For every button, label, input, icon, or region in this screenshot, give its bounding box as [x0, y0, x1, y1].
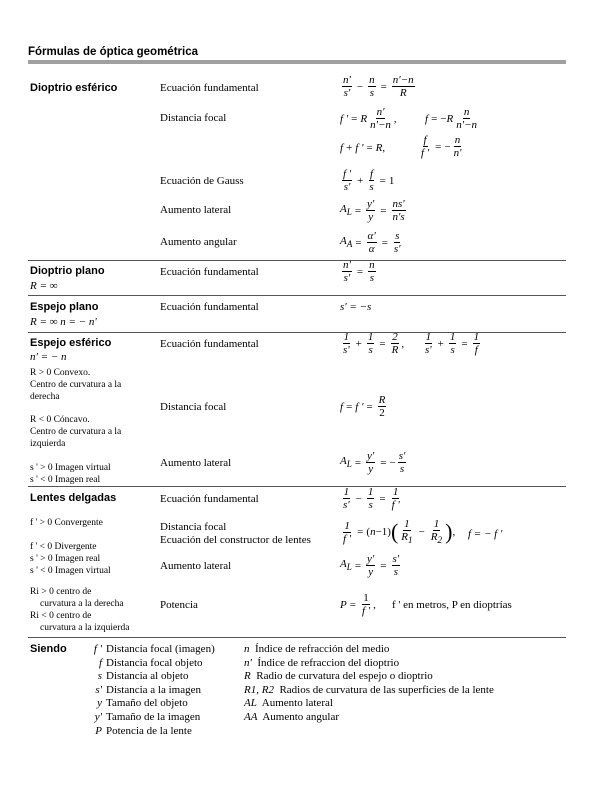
formula-lente-fundamental: $\frac{1}{s'}$ − $\frac{1}{s}$ = $\frac{1}{f '}$ — [343, 486, 400, 511]
legend-item: f Distancia focal objeto — [98, 656, 203, 669]
note-imagen-virtual: s ' < 0 Imagen virtual — [30, 566, 111, 576]
page-title: Fórmulas de óptica geométrica — [28, 46, 198, 58]
condition-dioptrio-plano: R = ∞ — [30, 280, 58, 292]
row-ecuacion-fundamental: Ecuación fundamental — [160, 266, 259, 278]
note-convexo-detalle: Centro de curvatura a la — [30, 380, 122, 390]
note-concavo: R < 0 Cóncavo. — [30, 415, 90, 425]
legend-item: s' Distancia a la imagen — [95, 683, 201, 696]
formula-dioptrio-plano: $\frac{n'}{s'}$ = $\frac{n}{s}$ — [343, 259, 375, 284]
legend-right — [244, 643, 494, 725]
note-convergente: f ' > 0 Convergente — [30, 518, 103, 528]
legend-item: y Tamaño del objeto — [97, 697, 188, 710]
formula-focales-lente: f = − f ' — [468, 528, 503, 540]
formula-focal-objeto: f = − R $\frac{n}{n'-n}$ — [425, 106, 478, 131]
formula-cociente-focales: $\frac{f}{f '}$ = − $\frac{n}{n'}$ — [421, 134, 462, 159]
row-aumento-lateral: Aumento lateral — [160, 560, 232, 572]
section-espejo-esferico: Espejo esférico — [30, 337, 112, 349]
condition-espejo-plano: R = ∞ n = − n' — [30, 316, 97, 328]
formula-aumento-lateral-dioptrio: $A_L$ = $\frac{y'}{y}$ = $\frac{ns'}{n's}$ — [340, 198, 405, 223]
legend-item: R1, R2 Radios de curvatura de las superficies de la lente — [244, 683, 494, 696]
row-aumento-angular: Aumento angular — [160, 236, 237, 248]
note-radio-negativo: Ri < 0 centro de — [30, 611, 92, 621]
legend-item: n' Índice de refraccion del dioptrio — [244, 656, 400, 669]
row-constructor-lentes: Ecuación del constructor de lentes — [160, 534, 311, 546]
formula-espejo-focal-fundamental: $\frac{1}{s'}$ + $\frac{1}{s}$ = $\frac{1}{f}$ — [425, 331, 480, 356]
note-radio-positivo-detalle: curvatura a la derecha — [40, 599, 124, 609]
formula-gauss: $\frac{f '}{s'}$ + $\frac{f}{s}$ = 1 — [343, 168, 395, 193]
divider — [28, 637, 566, 638]
legend-item: y' Tamaño de la imagen — [94, 710, 201, 723]
note-convexo: R > 0 Convexo. — [30, 368, 91, 378]
formula-espejo-aumento: $A_L$ = $\frac{y'}{y}$ = − $\frac{s'}{s}$ — [340, 450, 406, 475]
row-ecuacion-fundamental: Ecuación fundamental — [160, 493, 259, 505]
row-distancia-focal: Distancia focal — [160, 401, 227, 413]
note-concavo-detalle: izquierda — [30, 439, 66, 449]
section-espejo-plano: Espejo plano — [30, 301, 99, 313]
note-divergente: f ' < 0 Divergente — [30, 542, 97, 552]
legend-heading: Siendo — [30, 643, 67, 655]
legend-left — [88, 643, 215, 738]
note-radio-positivo: Ri > 0 centro de — [30, 587, 92, 597]
row-ecuacion-fundamental: Ecuación fundamental — [160, 82, 259, 94]
condition-espejo-esferico: n' = − n — [30, 351, 67, 363]
formula-suma-focales: f + f ' = R , — [340, 142, 386, 154]
legend-item: n Índice de refracción del medio — [244, 643, 390, 655]
formula-espejo-fundamental: $\frac{1}{s'}$ + $\frac{1}{s}$ = $\frac{2}{R}$ , — [343, 331, 405, 356]
row-distancia-focal: Distancia focal — [160, 521, 227, 533]
row-aumento-lateral: Aumento lateral — [160, 457, 232, 469]
row-aumento-lateral: Aumento lateral — [160, 204, 232, 216]
formula-dioptrio-fundamental: $\frac{n'}{s'}$ − $\frac{n}{s}$ = $\frac{n'-n}{R}$ — [343, 74, 414, 99]
formula-constructor-lentes: $\frac{1}{f '}$ = ( n −1) ( $\frac{1}{R_1}$ − $\frac{1}{R_2}$ ) , — [343, 518, 456, 546]
section-dioptrio-esferico: Dioptrio esférico — [30, 82, 118, 94]
note-radio-negativo-detalle: curvatura a la izquierda — [40, 623, 130, 633]
formula-aumento-angular: $A_A$ = $\frac{\alpha'}{\alpha}$ = $\frac{s}{s'}$ — [340, 230, 401, 255]
legend-item: AA Aumento angular — [244, 710, 340, 723]
legend-item: f ' Distancia focal (imagen) — [93, 643, 215, 655]
row-ecuacion-fundamental: Ecuación fundamental — [160, 338, 259, 350]
section-dioptrio-plano: Dioptrio plano — [30, 265, 105, 277]
formula-espejo-plano: s' = −s — [340, 301, 372, 313]
row-potencia: Potencia — [160, 599, 198, 611]
note-imagen-real: s ' > 0 Imagen real — [30, 554, 101, 564]
formula-focal-imagen: f ' = R $\frac{n'}{n'-n}$ , — [340, 106, 397, 131]
row-ecuacion-fundamental: Ecuación fundamental — [160, 301, 259, 313]
divider — [28, 486, 566, 487]
note-convexo-detalle: derecha — [30, 392, 60, 402]
legend-item: s Distancia al objeto — [97, 670, 189, 683]
legend-item: P Potencia de la lente — [95, 724, 192, 737]
section-lentes-delgadas: Lentes delgadas — [30, 492, 117, 504]
row-distancia-focal: Distancia focal — [160, 112, 227, 124]
note-concavo-detalle: Centro de curvatura a la — [30, 427, 122, 437]
note-imagen-real: s ' < 0 Imagen real — [30, 475, 101, 485]
row-gauss: Ecuación de Gauss — [160, 175, 244, 187]
potencia-units-note: f ' en metros, P en dioptrías — [392, 599, 512, 611]
formula-potencia: P = $\frac{1}{f '}$ , — [340, 592, 376, 617]
legend-item: R Radio de curvatura del espejo o dioptrio — [244, 670, 433, 683]
divider — [28, 295, 566, 296]
divider — [28, 260, 566, 261]
legend-item: AL Aumento lateral — [244, 697, 333, 710]
formula-lente-aumento: $A_L$ = $\frac{y'}{y}$ = $\frac{s'}{s}$ — [340, 553, 400, 578]
formula-espejo-focal: f = f ' = $\frac{R}{2}$ — [340, 394, 386, 419]
title-rule — [28, 60, 566, 64]
divider — [28, 332, 566, 333]
note-imagen-virtual: s ' > 0 Imagen virtual — [30, 463, 111, 473]
